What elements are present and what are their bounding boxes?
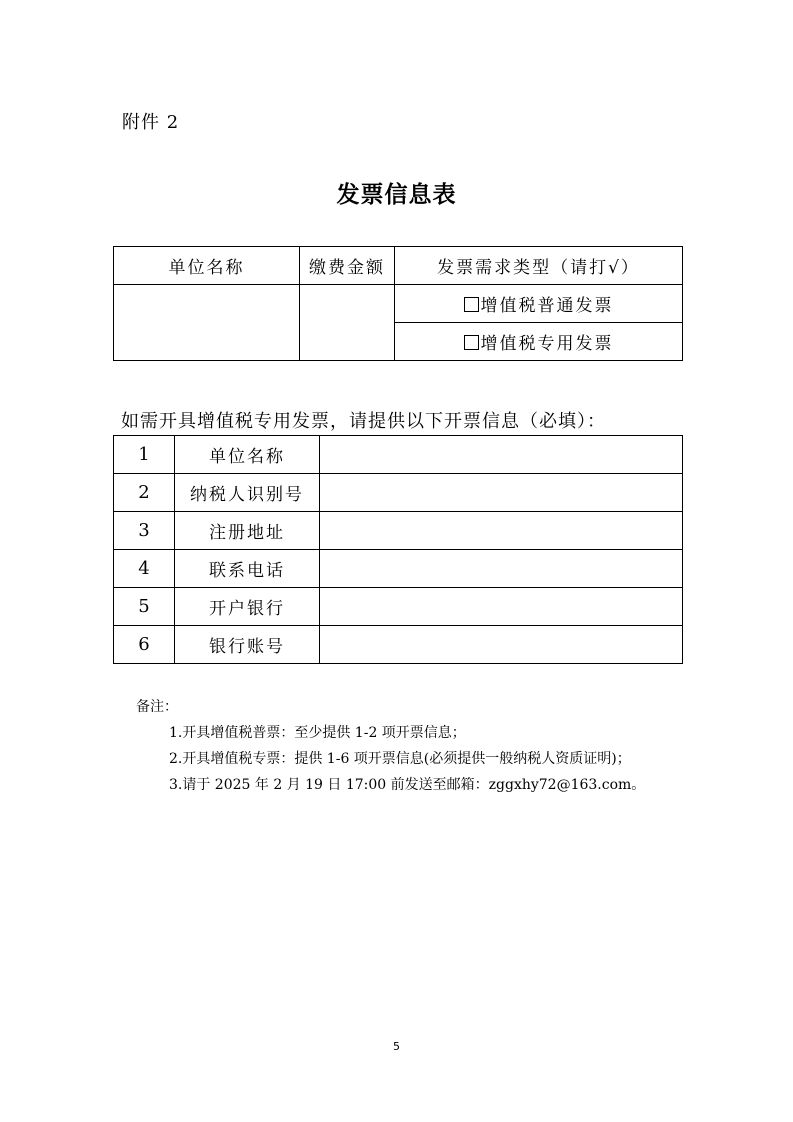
notes-section — [136, 694, 645, 798]
option-special-label: 增值税专用发票 — [480, 334, 614, 354]
row-value-field[interactable] — [320, 588, 683, 626]
unit-name-cell[interactable] — [114, 285, 300, 361]
option-general-invoice[interactable] — [395, 285, 683, 323]
table-row — [114, 626, 683, 664]
row-value-field[interactable] — [320, 512, 683, 550]
invoice-table-row — [114, 285, 683, 323]
checkbox-icon[interactable] — [464, 335, 479, 350]
row-label: 单位名称 — [175, 436, 320, 474]
note-item: 3.请于 2025 年 2 月 19 日 17:00 前发送至邮箱：zggxhy72@163.com。 — [169, 777, 646, 793]
row-value-field[interactable] — [320, 436, 683, 474]
row-value-field[interactable] — [320, 626, 683, 664]
page-number: 5 — [393, 1040, 400, 1053]
row-label: 注册地址 — [175, 512, 320, 550]
notes-heading: 备注： — [136, 699, 178, 715]
invoice-table-header-row — [114, 247, 683, 285]
header-unit-name: 单位名称 — [114, 247, 300, 285]
invoice-type-table — [113, 246, 683, 361]
row-number: 4 — [114, 550, 175, 588]
row-value-field[interactable] — [320, 550, 683, 588]
billing-info-table — [113, 435, 683, 664]
row-label: 银行账号 — [175, 626, 320, 664]
row-label: 联系电话 — [175, 550, 320, 588]
table-row — [114, 550, 683, 588]
row-number: 6 — [114, 626, 175, 664]
checkbox-icon[interactable] — [464, 297, 479, 312]
table-row — [114, 474, 683, 512]
fee-amount-cell[interactable] — [300, 285, 395, 361]
option-general-label: 增值税普通发票 — [480, 296, 614, 316]
note-item: 2.开具增值税专票：提供 1-6 项开票信息(必须提供一般纳税人资质证明)； — [169, 751, 631, 767]
row-number: 3 — [114, 512, 175, 550]
row-label: 纳税人识别号 — [175, 474, 320, 512]
table-row — [114, 512, 683, 550]
attachment-label: 附件 2 — [122, 112, 180, 133]
table-row — [114, 588, 683, 626]
intro-text: 如需开具增值税专用发票，请提供以下开票信息（必填）： — [121, 411, 606, 432]
row-value-field[interactable] — [320, 474, 683, 512]
header-invoice-type: 发票需求类型（请打√） — [395, 247, 683, 285]
row-label: 开户银行 — [175, 588, 320, 626]
page-title: 发票信息表 — [336, 181, 457, 208]
row-number: 2 — [114, 474, 175, 512]
table-row — [114, 436, 683, 474]
row-number: 1 — [114, 436, 175, 474]
option-special-invoice[interactable] — [395, 323, 683, 361]
header-fee-amount: 缴费金额 — [300, 247, 395, 285]
note-item: 1.开具增值税普票：至少提供 1-2 项开票信息； — [169, 725, 466, 741]
row-number: 5 — [114, 588, 175, 626]
